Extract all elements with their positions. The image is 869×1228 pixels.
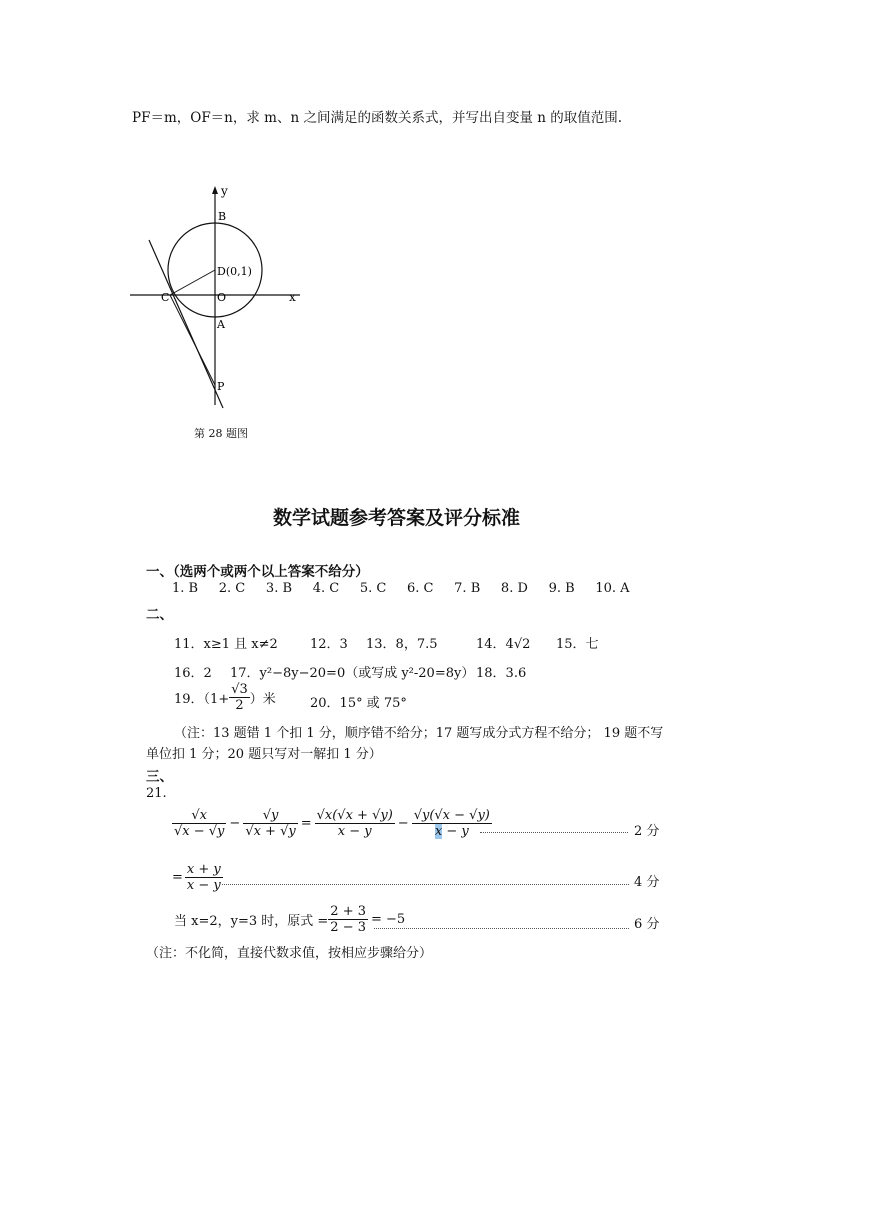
label-p: P [217, 380, 225, 393]
answer-15: 15．七 [556, 637, 599, 652]
fraction-3: $\frac{√x(√x + √y)}{x - y}$ [316, 808, 393, 839]
figure-caption: 第 28 题图 [194, 427, 248, 440]
score-6: 6 分 [634, 917, 660, 932]
answer-item: 1. B [172, 581, 199, 596]
answer-item: 5. C [359, 581, 387, 596]
question-21-number: 21. [146, 786, 167, 801]
fraction-sqrt3-over-2: $\frac{√3}{2}$ [231, 682, 248, 713]
final-note: （注：不化简，直接代数求值，按相应步骤给分） [146, 946, 433, 961]
label-d: D(0,1) [217, 265, 252, 278]
label-x: x [289, 290, 296, 304]
answer-item: 4. C [312, 581, 340, 596]
dot-leader-3 [374, 918, 629, 937]
answer-17-equation: y²−8y−20=0（或写成 y²-20=8y） [259, 666, 475, 681]
solution-line-2: = $\frac{x + y}{x - y}$ [172, 862, 221, 893]
dot-leader-2 [222, 874, 629, 893]
label-c: C [161, 291, 170, 304]
dot-leader-1 [480, 822, 628, 841]
score-4: 4 分 [634, 875, 660, 890]
answer-item: 10. A [595, 581, 630, 596]
answer-16: 16．2 [174, 666, 212, 681]
segment-cd [170, 270, 215, 295]
highlighted-x: x [434, 824, 443, 839]
fraction-2: $\frac{√y}{√x + √y}$ [245, 808, 296, 839]
answer-item: 2. C [218, 581, 246, 596]
fraction-6: $\frac{2 + 3}{2 - 3}$ [330, 904, 366, 935]
y-axis-arrow [212, 186, 218, 194]
answer-20: 20．15° 或 75° [310, 696, 407, 711]
label-a: A [217, 318, 225, 331]
answer-item: 7. B [454, 581, 481, 596]
answer-title: 数学试题参考答案及评分标准 [273, 507, 521, 529]
answer-item: 6. C [407, 581, 434, 596]
answer-17: 17．y²−8y−20=0（或写成 y²-20=8y） [230, 666, 475, 681]
section2-note-line2: 单位扣 1 分；20 题只写对一解扣 1 分） [146, 747, 382, 762]
section1-header: 一、（选两个或两个以上答案不给分） [146, 564, 369, 580]
section2-header: 二、 [146, 607, 173, 623]
label-o: O [217, 291, 227, 304]
score-2: 2 分 [634, 824, 660, 839]
fraction-4: $\frac{√y(√x - √y)}{x - y}$ [413, 808, 490, 839]
answer-item: 9. B [548, 581, 575, 596]
answer-14: 14．4√2 [476, 637, 531, 652]
section1-answers [172, 581, 630, 596]
answer-13: 13．8，7.5 [366, 637, 438, 652]
answer-11: 11．x≥1 且 x≠2 [174, 637, 278, 652]
geometry-figure [125, 180, 315, 425]
solution-line-3: 当 x=2，y=3 时，原式 = $\frac{2 + 3}{2 - 3}$ = −5 [174, 904, 406, 935]
fraction-5: $\frac{x + y}{x - y}$ [186, 862, 221, 893]
label-y: y [221, 184, 228, 198]
answer-14-value: 4√2 [505, 637, 531, 652]
answer-12: 12．3 [310, 637, 348, 652]
answer-18: 18．3.6 [476, 666, 527, 681]
segment-cp [170, 295, 215, 385]
fraction-1: $\frac{√x}{√x - √y}$ [174, 808, 225, 839]
section3-header: 三、 [146, 769, 173, 785]
answer-19: 19．（1+ $\frac{√3}{2}$ ）米 [174, 682, 276, 713]
section2-note-line1: （注：13 题错 1 个扣 1 分，顺序错不给分；17 题写成分式方程不给分； 19 题不写 [174, 726, 664, 741]
problem-text: PF＝m，OF＝n，求 m、n 之间满足的函数关系式，并写出自变量 n 的取值范围. [132, 110, 623, 126]
answer-item: 8. D [500, 581, 528, 596]
answer-item: 3. B [265, 581, 293, 596]
solution-line-1: $\frac{√x}{√x - √y}$ − $\frac{√y}{√x + √y}$ = $\frac{√x(√x + √y)}{x - y}$ − $\frac{√y(√x - √y)}{x - y}$ [174, 808, 490, 839]
label-b: B [218, 210, 227, 223]
tangent-line [149, 240, 223, 408]
